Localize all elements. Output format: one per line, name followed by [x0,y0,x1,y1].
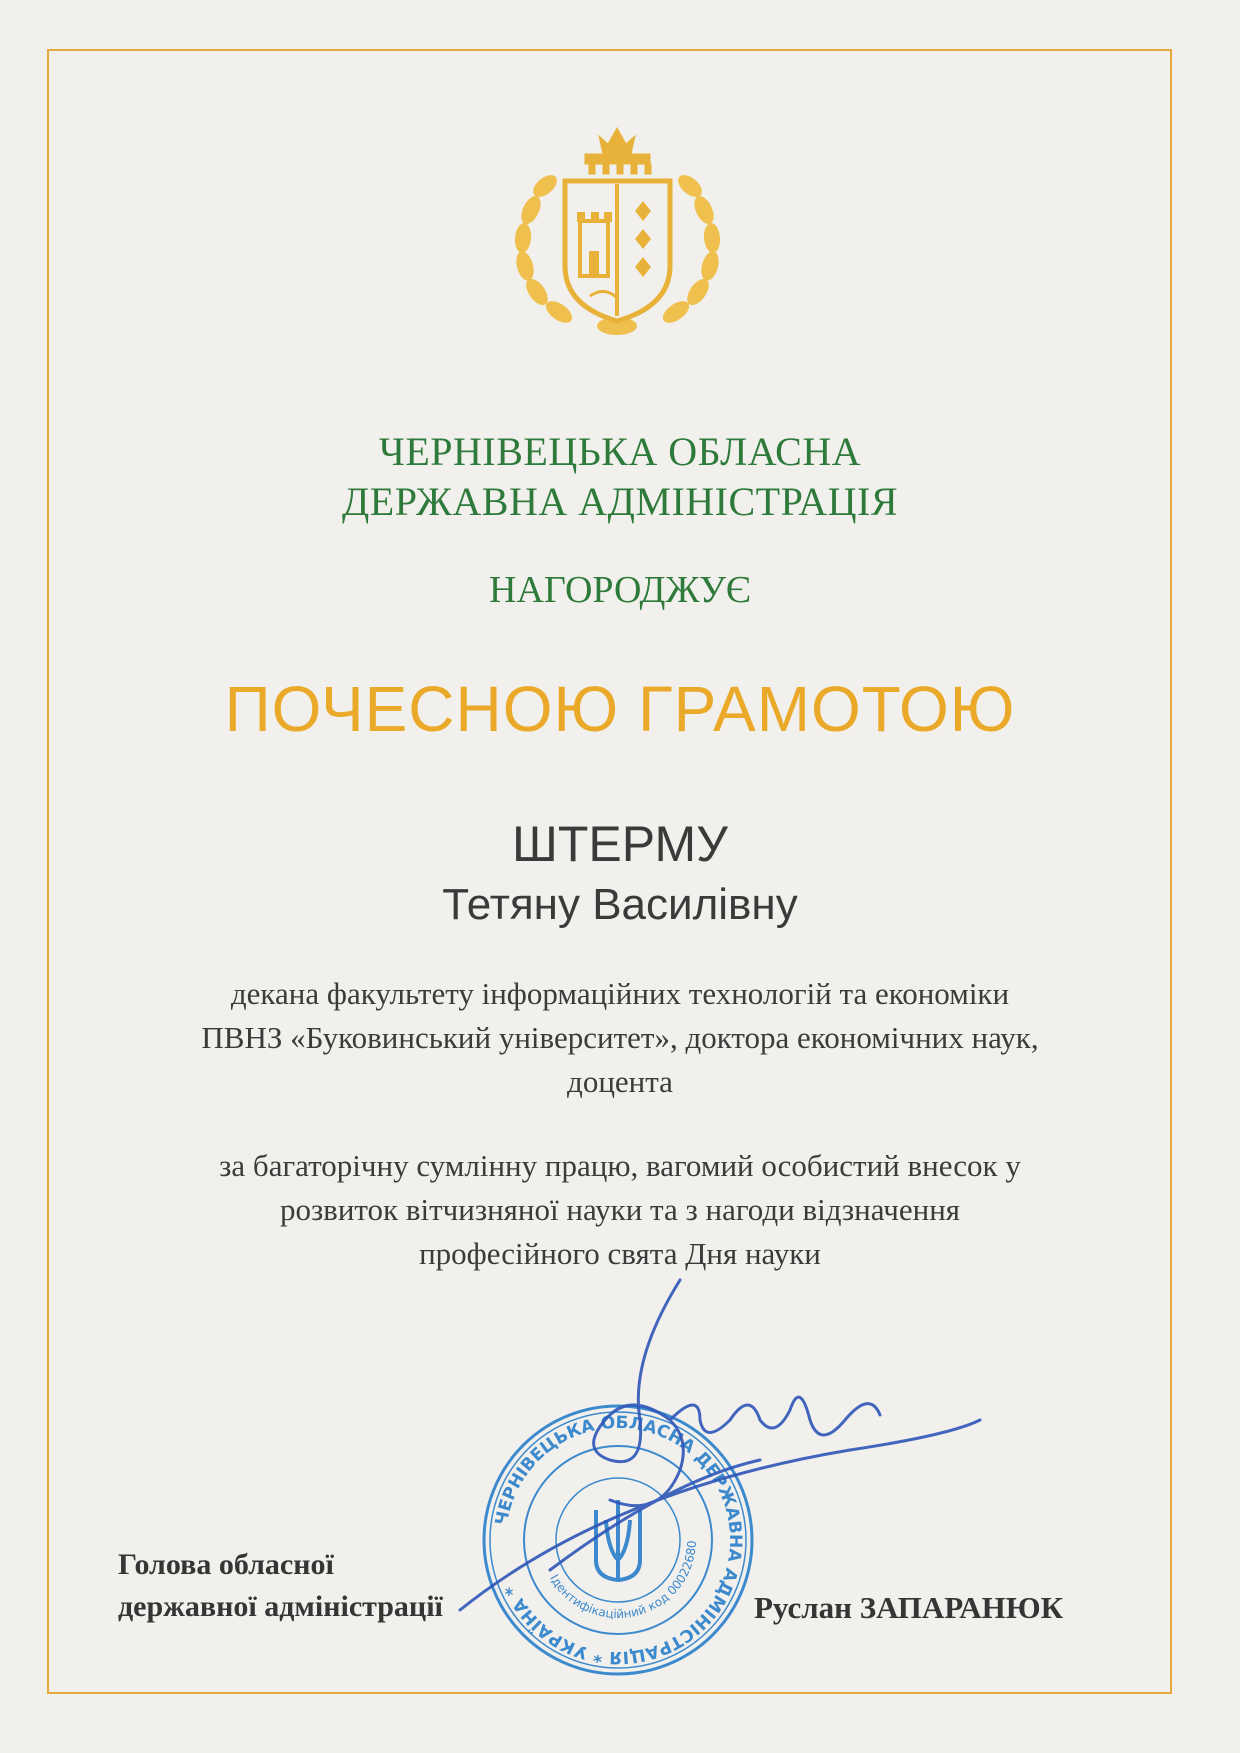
reason-line-1: за багаторічну сумлінну працю, вагомий особистий внесок у [219,1148,1021,1183]
reason-line-2: розвиток вітчизняної науки та з нагоди відзначення [279,1192,961,1227]
signatory-name: Руслан ЗАПАРАНЮК [754,1590,1064,1625]
recipient-surname: ШТЕРМУ [512,816,728,872]
position-line-2: ПВНЗ «Буковинський університет», доктора економічних наук, [201,1020,1039,1055]
position-line-3: доцента [567,1064,673,1099]
stamp-inner-text: Ідентифікаційний код 00022680 [547,1540,700,1622]
reason-line-3: професійного свята Дня науки [419,1236,821,1271]
signatory-title-line-2: державної адміністрації [118,1590,443,1623]
organization-line-2: ДЕРЖАВНА АДМІНІСТРАЦІЯ [341,479,899,524]
organization-line-1: ЧЕРНІВЕЦЬКА ОБЛАСНА [378,429,862,474]
signatory-title-line-1: Голова обласної [118,1548,334,1581]
recipient-given-names: Тетяну Василівну [442,880,798,929]
coat-of-arms-emblem [505,126,730,346]
handwritten-signature [430,1270,990,1630]
stamp-outer-text: ЧЕРНІВЕЦЬКА ОБЛАСНА ДЕРЖАВНА АДМІНІСТРАЦІЯ * УКРАЇНА * [491,1412,746,1668]
position-line-1: декана факультету інформаційних технологій та економіки [230,976,1010,1011]
award-title: ПОЧЕСНОЮ ГРАМОТОЮ [224,673,1016,745]
awards-verb: НАГОРОДЖУЄ [489,569,751,611]
